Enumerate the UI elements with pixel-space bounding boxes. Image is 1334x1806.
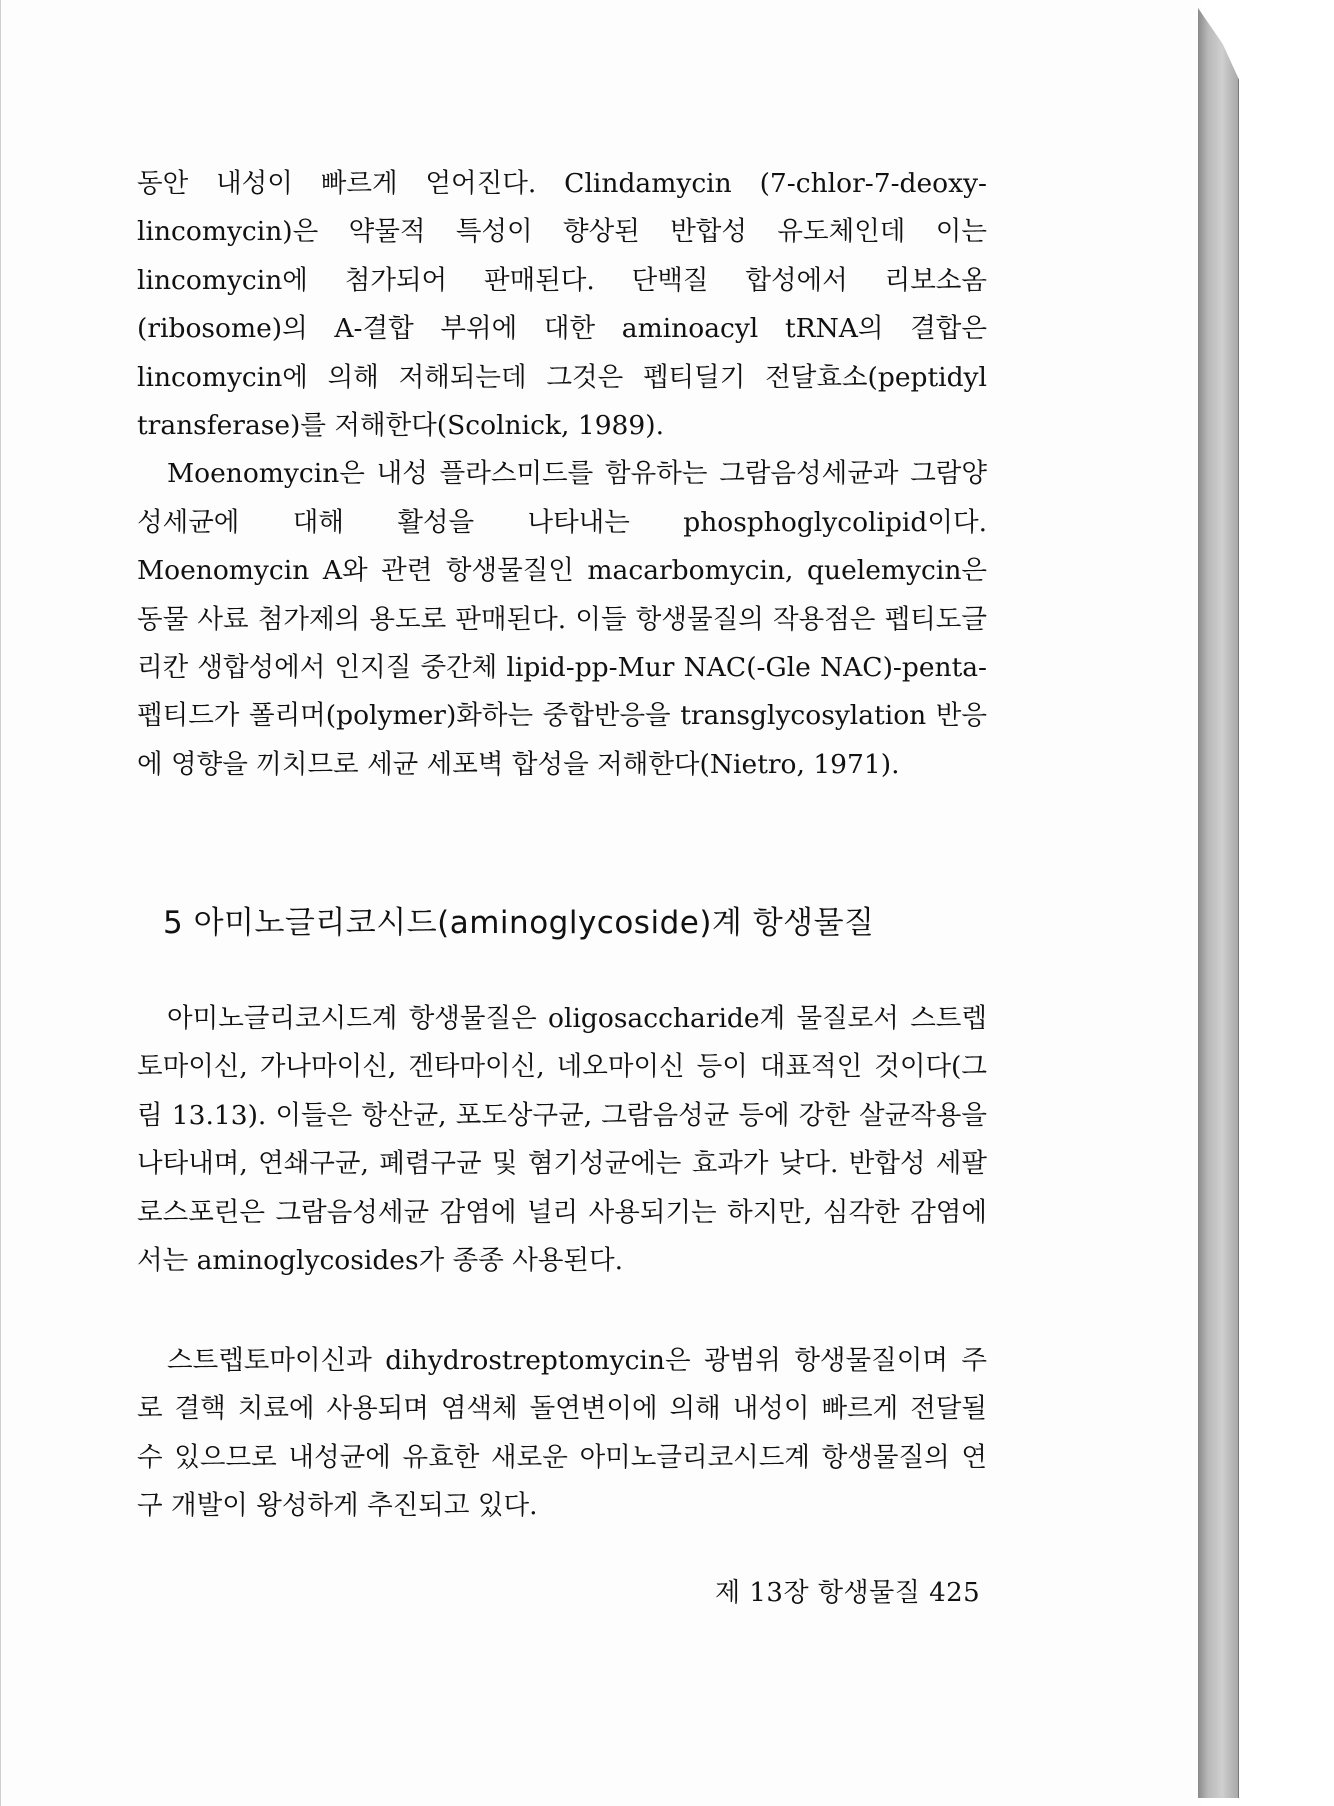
page-stack-edge	[1198, 8, 1239, 1798]
text-block-top	[137, 160, 987, 789]
section-title: 5 아미노글리코시드(aminoglycoside)계 항생물질	[163, 905, 875, 941]
paragraph-streptomycin: 스트렙토마이신과 dihydrostreptomycin은 광범위 항생물질이며 주로 결핵 치료에 사용되며 염색체 돌연변이에 의해 내성이 빠르게 전달될 수 있으므로 내성균에 유효한 새로운 아미노글리코시드계 항생물질의 연구 개발이 왕성하게 추진되고 있다.	[137, 1345, 987, 1522]
paragraph-aminoglycoside: 아미노글리코시드계 항생물질은 oligosaccharide계 물질로서 스트렙토마이신, 가나마이신, 겐타마이신, 네오마이신 등이 대표적인 것이다(그림 13.13). 이들은 항산균, 포도상구균, 그람음성균 등에 강한 살균작용을 나타내며, 연쇄구균, 폐렴구균 및 혐기성균에는 효과가 낮다. 반합성 세팔로스포린은 그람음성세균 감염에 널리 사용되기는 하지만, 심각한 감염에서는 aminoglycosides가 종종 사용된다.	[137, 1003, 987, 1277]
paragraph-moenomycin: Moenomycin은 내성 플라스미드를 함유하는 그람음성세균과 그람양성세균에 대해 활성을 나타내는 phosphoglycolipid이다. Moenomycin A와 관련 항생물질인 macarbomycin, quelemycin은 동물 사료 첨가제의 용도로 판매된다. 이들 항생물질의 작용점은 펩티도글리칸 생합성에서 인지질 중간체 lipid-pp-Mur NAC(-Gle NAC)-penta-펩티드가 폴리머(polymer)화하는 중합반응을 transglycosylation 반응에 영향을 끼치므로 세균 세포벽 합성을 저해한다(Nietro, 1971).	[137, 458, 987, 780]
text-block-streptomycin	[137, 1337, 987, 1531]
paragraph-clindamycin: 동안 내성이 빠르게 얻어진다. Clindamycin (7-chlor-7-deoxy-lincomycin)은 약물적 특성이 향상된 반합성 유도체인데 이는 lincomycin에 첨가되어 판매된다. 단백질 합성에서 리보소옴(ribosome)의 A-결합 부위에 대한 aminoacyl tRNA의 결합은 lincomycin에 의해 저해되는데 그것은 펩티딜기 전달효소(peptidyl transferase)를 저해한다(Scolnick, 1989).	[137, 168, 987, 442]
page-footer: 제 13장 항생물질 425	[715, 1578, 981, 1608]
text-block-aminoglycoside	[137, 995, 987, 1285]
